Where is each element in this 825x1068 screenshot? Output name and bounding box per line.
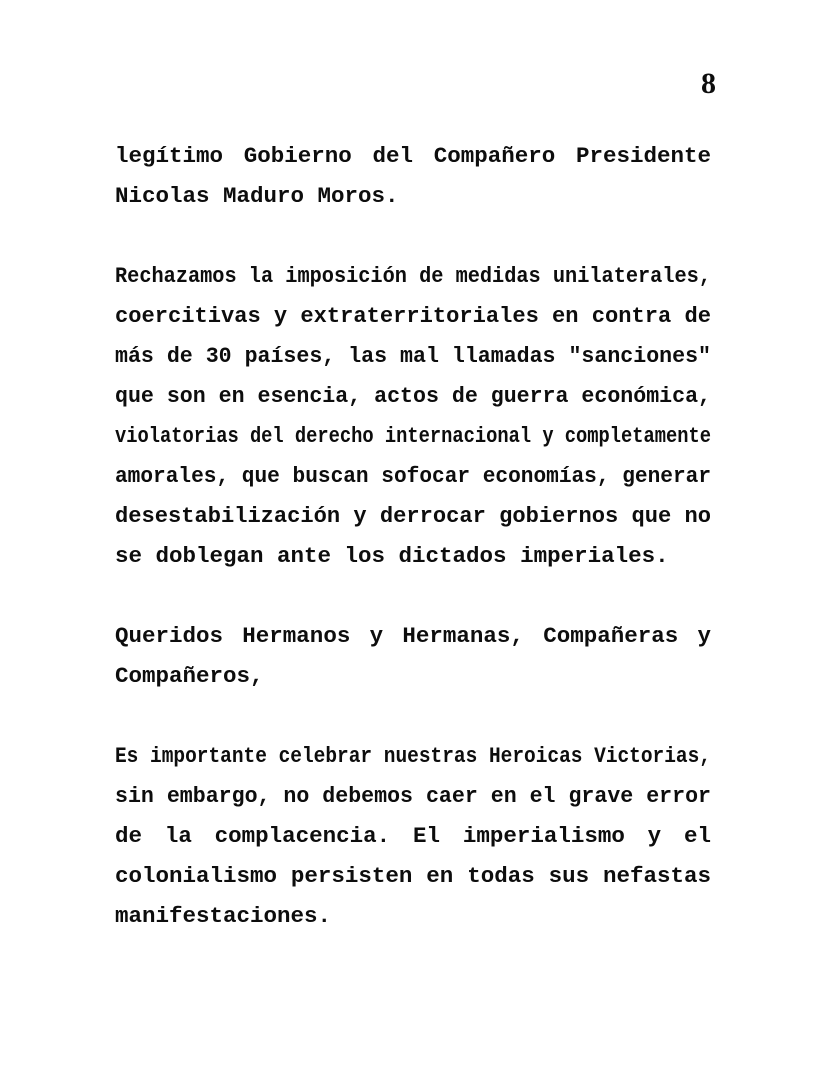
text-line: que son en esencia, actos de guerra económica, xyxy=(115,383,711,409)
text-line: desestabilización y derrocar gobiernos que no xyxy=(115,503,711,529)
text-line: Compañeros, xyxy=(115,663,264,689)
text-line: sin embargo, no debemos caer en el grave error xyxy=(115,783,711,809)
text-line: se doblegan ante los dictados imperiales. xyxy=(115,543,669,569)
text-line: Es importante celebrar nuestras Heroicas Victorias, xyxy=(115,743,711,769)
paragraph xyxy=(115,256,711,576)
document-body xyxy=(115,136,711,976)
text-line: Nicolas Maduro Moros. xyxy=(115,183,399,209)
paragraph xyxy=(115,616,711,696)
text-line: coercitivas y extraterritoriales en contra de xyxy=(115,303,711,329)
text-line: Rechazamos la imposición de medidas unilaterales, xyxy=(115,263,711,289)
text-line: colonialismo persisten en todas sus nefastas xyxy=(115,863,711,889)
text-line: amorales, que buscan sofocar economías, generar xyxy=(115,463,711,489)
paragraph xyxy=(115,136,711,216)
text-line: de la complacencia. El imperialismo y el xyxy=(115,823,711,849)
text-line: legítimo Gobierno del Compañero Presidente xyxy=(115,143,711,169)
text-line: más de 30 países, las mal llamadas "sanciones" xyxy=(115,343,711,369)
paragraph xyxy=(115,736,711,936)
page-number: 8 xyxy=(701,67,716,100)
text-line: manifestaciones. xyxy=(115,903,332,929)
text-line: Queridos Hermanos y Hermanas, Compañeras y xyxy=(115,623,711,649)
text-line: violatorias del derecho internacional y completamente xyxy=(115,423,711,449)
